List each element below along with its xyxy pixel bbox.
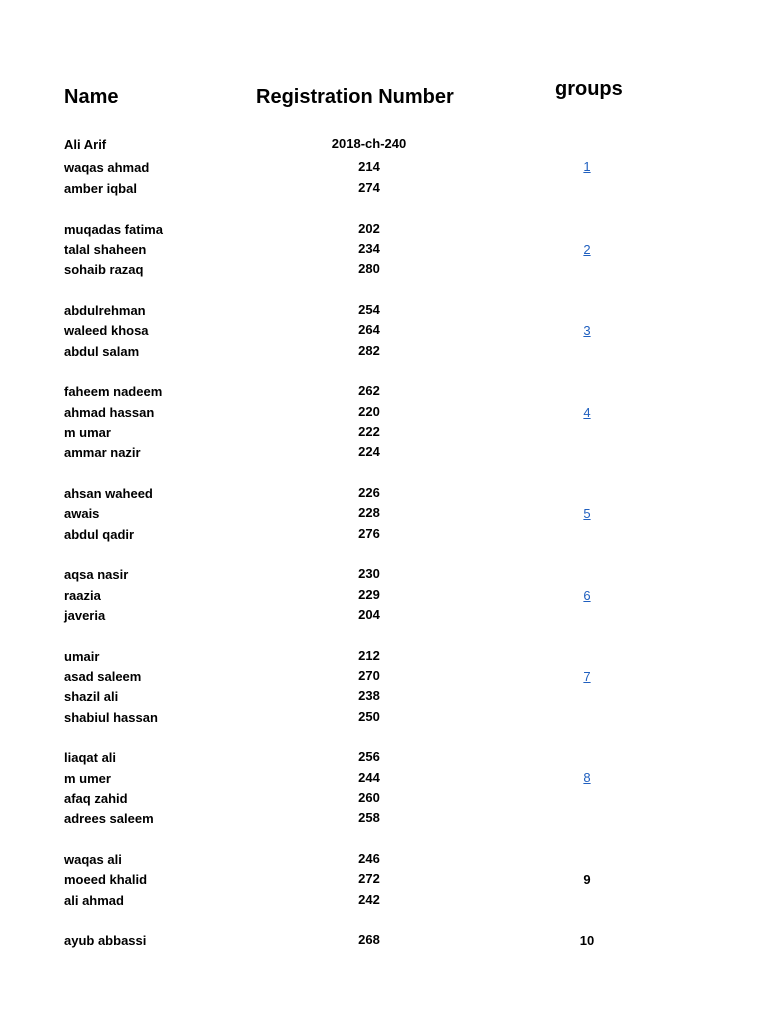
registration-number: 2018-ch-240 [331,136,407,151]
student-name: liaqat ali [64,750,117,765]
student-name: raazia [64,588,101,603]
registration-number: 270 [358,668,380,683]
registration-number: 256 [358,749,380,764]
registration-number: 229 [358,587,380,602]
registration-number: 246 [358,851,380,866]
registration-number: 262 [358,383,380,398]
header-groups: groups [555,78,623,100]
header-registration-number: Registration Number [256,86,454,108]
group-link[interactable]: 6 [583,588,591,603]
registration-number: 204 [358,607,380,622]
student-name: javeria [64,608,106,623]
student-name: waqas ahmad [64,160,150,175]
registration-number: 238 [358,688,380,703]
registration-number: 254 [358,302,380,317]
student-name: shazil ali [64,689,119,704]
student-name: asad saleem [64,669,142,684]
registration-number: 258 [358,810,380,825]
student-name: shabiul hassan [64,710,158,725]
group-link[interactable]: 3 [583,323,591,338]
student-name: ammar nazir [64,445,141,460]
student-name: abdulrehman [64,303,146,318]
registration-number: 220 [358,404,380,419]
group-number: 9 [583,872,591,887]
registration-number: 250 [358,709,380,724]
student-name: adrees saleem [64,811,154,826]
student-name: faheem nadeem [64,384,163,399]
group-link[interactable]: 5 [583,506,591,521]
registration-number: 268 [358,932,380,947]
registration-number: 272 [358,871,380,886]
student-name: ahsan waheed [64,486,153,501]
student-name: ayub abbassi [64,933,147,948]
registration-number: 228 [358,505,380,520]
registration-number: 274 [358,180,380,195]
student-name: waleed khosa [64,323,149,338]
registration-number: 202 [358,221,380,236]
student-name: amber iqbal [64,181,137,196]
student-name: afaq zahid [64,791,128,806]
group-link[interactable]: 8 [583,770,591,785]
registration-number: 280 [358,261,380,276]
registration-number: 224 [358,444,380,459]
registration-number: 264 [358,322,380,337]
registration-number: 214 [358,159,380,174]
registration-number: 212 [358,648,380,663]
student-name: umair [64,649,100,664]
registration-number: 244 [358,770,380,785]
student-name: muqadas fatima [64,222,163,237]
student-name: sohaib razaq [64,262,144,277]
group-link[interactable]: 4 [583,405,591,420]
student-name: moeed khalid [64,872,148,887]
group-link[interactable]: 7 [583,669,591,684]
header-name: Name [64,86,119,108]
registration-number: 222 [358,424,380,439]
group-number: 10 [579,933,595,948]
student-name: Ali Arif [64,137,107,152]
registration-number: 226 [358,485,380,500]
registration-number: 234 [358,241,380,256]
registration-number: 242 [358,892,380,907]
student-name: aqsa nasir [64,567,129,582]
registration-number: 260 [358,790,380,805]
registration-number: 282 [358,343,380,358]
group-link[interactable]: 1 [583,159,591,174]
group-link[interactable]: 2 [583,242,591,257]
student-name: waqas ali [64,852,122,867]
registration-number: 230 [358,566,380,581]
student-name: abdul qadir [64,527,135,542]
student-name: awais [64,506,100,521]
student-name: m umar [64,425,111,440]
student-name: ali ahmad [64,893,124,908]
student-name: m umer [64,771,111,786]
student-name: ahmad hassan [64,405,155,420]
registration-number: 276 [358,526,380,541]
student-name: abdul salam [64,344,140,359]
student-name: talal shaheen [64,242,147,257]
